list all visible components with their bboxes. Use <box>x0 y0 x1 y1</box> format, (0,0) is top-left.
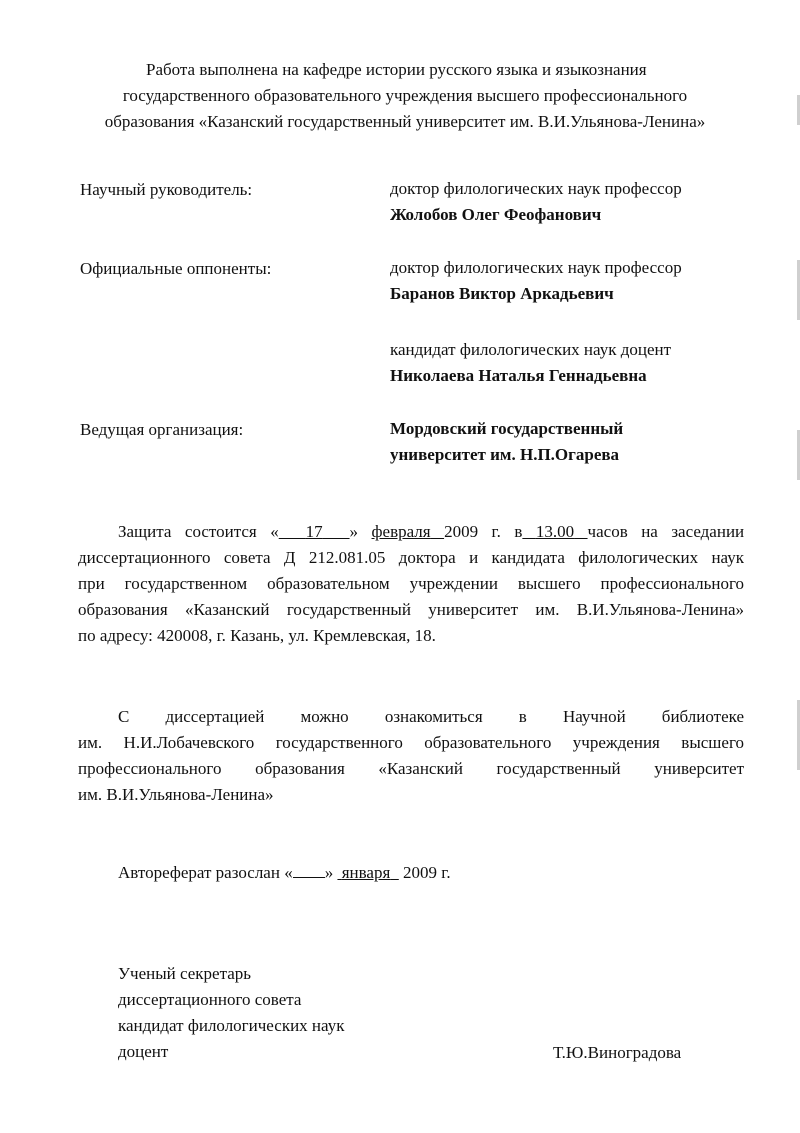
defense-paragraph <box>78 519 744 649</box>
defense-line-5: по адресу: 420008, г. Казань, ул. Кремлевская, 18. <box>78 626 436 645</box>
opponent-1-block <box>390 255 682 307</box>
defense-time <box>514 522 587 541</box>
supervisor-title: доктор филологических наук профессор <box>390 179 682 198</box>
defense-day-value: 17 <box>305 522 323 541</box>
secretary-name: Т.Ю.Виноградова <box>553 1043 682 1062</box>
defense-line-3: при государственном образовательном учреждении высшего профессионального <box>78 574 744 593</box>
defense-year: 2009 <box>444 522 479 541</box>
opponent-2-name: Николаева Наталья Геннадьевна <box>390 366 647 385</box>
secretary-line-4: доцент <box>118 1042 169 1061</box>
secretary-line-2: диссертационного совета <box>118 990 302 1009</box>
lead-org-line-1: Мордовский государственный <box>390 419 624 438</box>
mailing-line <box>78 860 744 886</box>
header-line-1: Работа выполнена на кафедре истории русского языка и языкознания <box>146 60 647 79</box>
opponent-2-title: кандидат филологических наук доцент <box>390 340 672 359</box>
opponent-2-block <box>390 337 671 389</box>
defense-word: г. <box>491 522 501 541</box>
supervisor-name: Жолобов Олег Феофанович <box>390 205 602 224</box>
library-line-2: им. Н.И.Лобачевского государственного образовательного учреждения высшего <box>78 733 744 752</box>
defense-date <box>270 522 478 541</box>
defense-line-4: образования «Казанский государственный университет им. В.И.Ульянова-Ленина» <box>78 600 744 619</box>
defense-time-value: 13.00 <box>535 522 575 541</box>
header-line-2: государственного образовательного учреждения высшего профессионального <box>122 86 688 105</box>
mailing-text <box>78 860 744 886</box>
defense-month-value: февраля <box>371 522 431 541</box>
secretary-line-3: кандидат филологических наук <box>118 1016 345 1035</box>
lead-org-label: Ведущая организация: <box>80 420 244 439</box>
defense-word: заседании <box>671 522 744 541</box>
header-block <box>70 57 740 135</box>
opponent-1-name: Баранов Виктор Аркадьевич <box>390 284 614 303</box>
library-paragraph <box>78 704 744 808</box>
defense-line-1 <box>78 519 744 545</box>
lead-org-block <box>390 416 623 468</box>
defense-day <box>279 522 350 541</box>
mailing-day-blank <box>293 863 325 878</box>
library-line-3: профессионального образования «Казанский государственный университет <box>78 759 744 778</box>
opponents-label: Официальные оппоненты: <box>80 259 272 278</box>
header-line-3: образования «Казанский государственный университет им. В.И.Ульянова-Ленина» <box>104 112 706 131</box>
defense-line-2: диссертационного совета Д 212.081.05 доктора и кандидата филологических наук <box>78 548 744 567</box>
defense-month <box>372 522 445 541</box>
defense-word: в <box>514 522 523 541</box>
supervisor-block <box>390 176 682 228</box>
secretary-line-1: Ученый секретарь <box>118 964 252 983</box>
mailing-prefix: Автореферат разослан « <box>118 863 293 882</box>
defense-time-value-wrap <box>522 522 587 541</box>
defense-word: на <box>641 522 658 541</box>
defense-word: часов <box>587 522 628 541</box>
quote-open: « <box>270 522 279 541</box>
mailing-month <box>337 863 398 882</box>
library-line-1: С диссертацией можно ознакомиться в Научной библиотеке <box>118 707 744 726</box>
mailing-year: 2009 г. <box>403 863 451 882</box>
mailing-month-value: января <box>341 863 391 882</box>
opponent-1-title: доктор филологических наук профессор <box>390 258 682 277</box>
lead-org-line-2: университет им. Н.П.Огарева <box>390 445 620 464</box>
supervisor-label: Научный руководитель: <box>80 180 253 199</box>
quote-close: » <box>349 522 359 541</box>
secretary-block <box>118 961 344 1065</box>
library-line-4: им. В.И.Ульянова-Ленина» <box>78 785 274 804</box>
defense-word: состоится <box>184 522 257 541</box>
defense-word: Защита <box>118 522 172 541</box>
quote-close: » <box>324 863 334 882</box>
